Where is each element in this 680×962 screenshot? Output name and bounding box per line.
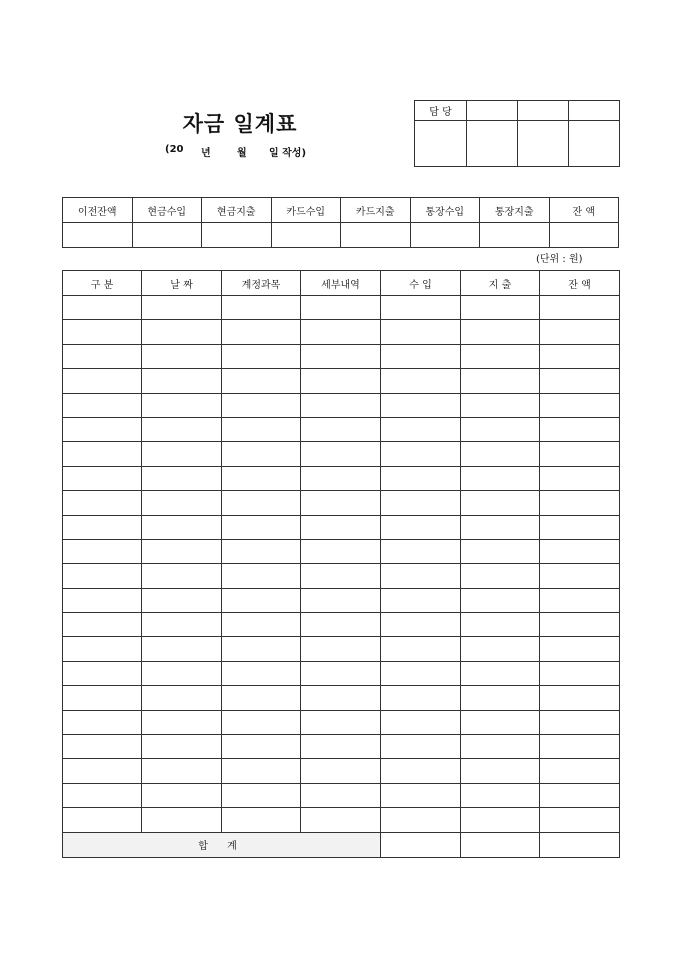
ledger-cell[interactable] (63, 539, 142, 563)
ledger-cell[interactable] (301, 515, 381, 539)
ledger-cell[interactable] (381, 344, 461, 368)
signature-cell[interactable] (569, 121, 620, 167)
summary-header: 통장수입 (410, 198, 480, 223)
ledger-cell[interactable] (381, 613, 461, 637)
ledger-cell[interactable] (540, 320, 620, 344)
summary-value-cell[interactable] (202, 223, 272, 248)
ledger-cell[interactable] (142, 637, 222, 661)
ledger-cell[interactable] (63, 442, 142, 466)
summary-header: 현금지출 (202, 198, 272, 223)
ledger-cell[interactable] (222, 442, 301, 466)
ledger-cell[interactable] (301, 564, 381, 588)
ledger-cell[interactable] (222, 637, 301, 661)
summary-header: 이전잔액 (63, 198, 133, 223)
ledger-cell[interactable] (381, 564, 461, 588)
ledger-cell[interactable] (63, 320, 142, 344)
subtitle-open: (20 (165, 144, 184, 155)
ledger-row (63, 491, 620, 515)
ledger-cell[interactable] (301, 759, 381, 783)
approval-cell (518, 101, 569, 121)
ledger-cell[interactable] (461, 393, 540, 417)
ledger-cell[interactable] (381, 539, 461, 563)
ledger-cell[interactable] (381, 637, 461, 661)
ledger-cell[interactable] (540, 466, 620, 490)
ledger-body (63, 296, 620, 833)
summary-value-cell[interactable] (549, 223, 619, 248)
ledger-cell[interactable] (381, 442, 461, 466)
summary-value-cell[interactable] (480, 223, 550, 248)
ledger-cell[interactable] (63, 417, 142, 441)
ledger-cell[interactable] (461, 637, 540, 661)
ledger-row (63, 320, 620, 344)
ledger-cell[interactable] (63, 369, 142, 393)
ledger-header: 지 출 (461, 271, 540, 296)
approval-box (414, 100, 620, 167)
ledger-cell[interactable] (381, 466, 461, 490)
ledger-cell[interactable] (222, 686, 301, 710)
ledger-cell[interactable] (142, 393, 222, 417)
ledger-cell[interactable] (222, 710, 301, 734)
ledger-cell[interactable] (301, 417, 381, 441)
ledger-cell[interactable] (222, 515, 301, 539)
ledger-cell[interactable] (540, 686, 620, 710)
ledger-header: 잔 액 (540, 271, 620, 296)
ledger-cell[interactable] (461, 491, 540, 515)
ledger-cell[interactable] (63, 344, 142, 368)
ledger-cell[interactable] (301, 320, 381, 344)
ledger-cell[interactable] (301, 369, 381, 393)
ledger-header: 계정과목 (222, 271, 301, 296)
ledger-cell[interactable] (63, 759, 142, 783)
document-title: 자금 일계표 (182, 112, 298, 136)
ledger-cell[interactable] (301, 808, 381, 832)
ledger-total-row (63, 832, 620, 857)
ledger-cell[interactable] (222, 369, 301, 393)
summary-value-cell[interactable] (410, 223, 480, 248)
ledger-cell[interactable] (461, 515, 540, 539)
summary-header: 통장지출 (480, 198, 550, 223)
ledger-cell[interactable] (222, 588, 301, 612)
ledger-cell[interactable] (540, 637, 620, 661)
ledger-cell[interactable] (142, 369, 222, 393)
total-label: 합 계 (63, 832, 381, 857)
ledger-cell[interactable] (381, 661, 461, 685)
ledger-cell[interactable] (142, 710, 222, 734)
ledger-cell[interactable] (381, 759, 461, 783)
ledger-cell[interactable] (461, 344, 540, 368)
ledger-cell[interactable] (540, 588, 620, 612)
total-expense-cell[interactable] (461, 832, 540, 857)
ledger-cell[interactable] (142, 417, 222, 441)
ledger-cell[interactable] (461, 783, 540, 807)
ledger-row (63, 417, 620, 441)
ledger-cell[interactable] (301, 491, 381, 515)
ledger-row (63, 783, 620, 807)
subtitle-month: 월 (237, 148, 247, 159)
ledger-cell[interactable] (381, 735, 461, 759)
ledger-row (63, 442, 620, 466)
subtitle-year: 년 (201, 148, 211, 159)
ledger-cell[interactable] (222, 393, 301, 417)
ledger-cell[interactable] (142, 442, 222, 466)
ledger-cell[interactable] (540, 661, 620, 685)
ledger-cell[interactable] (222, 564, 301, 588)
ledger-cell[interactable] (381, 491, 461, 515)
ledger-header: 구 분 (63, 271, 142, 296)
ledger-cell[interactable] (63, 735, 142, 759)
ledger-cell[interactable] (63, 588, 142, 612)
ledger-cell[interactable] (540, 491, 620, 515)
ledger-row (63, 369, 620, 393)
ledger-cell[interactable] (222, 491, 301, 515)
ledger-cell[interactable] (142, 515, 222, 539)
ledger-cell[interactable] (381, 783, 461, 807)
unit-label: (단위 : 원) (536, 254, 583, 265)
ledger-cell[interactable] (301, 588, 381, 612)
ledger-cell[interactable] (540, 759, 620, 783)
ledger-header-row (63, 271, 620, 296)
ledger-cell[interactable] (63, 686, 142, 710)
subtitle-day: 일 작성) (269, 148, 307, 159)
ledger-cell[interactable] (63, 661, 142, 685)
ledger-cell[interactable] (63, 515, 142, 539)
ledger-cell[interactable] (63, 637, 142, 661)
ledger-cell[interactable] (301, 661, 381, 685)
ledger-cell[interactable] (540, 393, 620, 417)
ledger-cell[interactable] (461, 442, 540, 466)
summary-value-cell[interactable] (63, 223, 133, 248)
ledger-header: 세부내역 (301, 271, 381, 296)
ledger-cell[interactable] (142, 320, 222, 344)
ledger-cell[interactable] (540, 735, 620, 759)
ledger-row (63, 588, 620, 612)
ledger-cell[interactable] (222, 661, 301, 685)
summary-header: 잔 액 (549, 198, 619, 223)
ledger-cell[interactable] (222, 808, 301, 832)
ledger-cell[interactable] (142, 735, 222, 759)
ledger-cell[interactable] (540, 613, 620, 637)
ledger-cell[interactable] (301, 783, 381, 807)
ledger-cell[interactable] (461, 466, 540, 490)
ledger-cell[interactable] (63, 393, 142, 417)
ledger-cell[interactable] (301, 613, 381, 637)
ledger-cell[interactable] (142, 613, 222, 637)
ledger-cell[interactable] (142, 686, 222, 710)
signature-cell[interactable] (518, 121, 569, 167)
ledger-cell[interactable] (461, 613, 540, 637)
ledger-cell[interactable] (63, 808, 142, 832)
ledger-row (63, 661, 620, 685)
total-income-cell[interactable] (381, 832, 461, 857)
ledger-row (63, 637, 620, 661)
summary-header: 현금수입 (132, 198, 202, 223)
ledger-cell[interactable] (63, 783, 142, 807)
ledger-cell[interactable] (222, 344, 301, 368)
ledger-cell[interactable] (63, 710, 142, 734)
ledger-cell[interactable] (222, 417, 301, 441)
ledger-cell[interactable] (301, 539, 381, 563)
ledger-cell[interactable] (381, 393, 461, 417)
ledger-cell[interactable] (222, 539, 301, 563)
signature-cell[interactable] (467, 121, 518, 167)
ledger-cell[interactable] (222, 613, 301, 637)
ledger-cell[interactable] (461, 686, 540, 710)
ledger-cell[interactable] (301, 393, 381, 417)
summary-value-cell[interactable] (271, 223, 341, 248)
ledger-cell[interactable] (381, 417, 461, 441)
ledger-cell[interactable] (222, 296, 301, 320)
ledger-cell[interactable] (142, 588, 222, 612)
ledger-cell[interactable] (461, 735, 540, 759)
ledger-cell[interactable] (222, 759, 301, 783)
ledger-cell[interactable] (63, 466, 142, 490)
ledger-cell[interactable] (142, 783, 222, 807)
ledger-row (63, 466, 620, 490)
ledger-cell[interactable] (381, 588, 461, 612)
ledger-cell[interactable] (461, 539, 540, 563)
ledger-cell[interactable] (540, 808, 620, 832)
ledger-cell[interactable] (222, 783, 301, 807)
total-balance-cell[interactable] (540, 832, 620, 857)
ledger-row (63, 735, 620, 759)
ledger-row (63, 808, 620, 832)
ledger-cell[interactable] (381, 808, 461, 832)
ledger-cell[interactable] (301, 296, 381, 320)
ledger-cell[interactable] (461, 759, 540, 783)
ledger-cell[interactable] (461, 661, 540, 685)
ledger-header: 수 입 (381, 271, 461, 296)
ledger-row (63, 564, 620, 588)
ledger-cell[interactable] (301, 442, 381, 466)
ledger-cell[interactable] (63, 296, 142, 320)
ledger-cell[interactable] (381, 296, 461, 320)
ledger-cell[interactable] (461, 369, 540, 393)
ledger-cell[interactable] (301, 344, 381, 368)
summary-header: 카드지출 (341, 198, 411, 223)
ledger-cell[interactable] (461, 588, 540, 612)
ledger-cell[interactable] (142, 344, 222, 368)
ledger-cell[interactable] (381, 710, 461, 734)
ledger-cell[interactable] (381, 369, 461, 393)
ledger-cell[interactable] (63, 491, 142, 515)
ledger-cell[interactable] (540, 515, 620, 539)
ledger-cell[interactable] (142, 491, 222, 515)
ledger-cell[interactable] (461, 710, 540, 734)
ledger-cell[interactable] (222, 320, 301, 344)
ledger-cell[interactable] (540, 417, 620, 441)
summary-header: 카드수입 (271, 198, 341, 223)
summary-value-cell[interactable] (341, 223, 411, 248)
ledger-cell[interactable] (301, 637, 381, 661)
ledger-cell[interactable] (142, 539, 222, 563)
ledger-cell[interactable] (142, 759, 222, 783)
ledger-cell[interactable] (540, 369, 620, 393)
ledger-cell[interactable] (540, 783, 620, 807)
ledger-row (63, 393, 620, 417)
approval-label: 담 당 (415, 101, 467, 121)
ledger-cell[interactable] (301, 466, 381, 490)
ledger-cell[interactable] (381, 515, 461, 539)
ledger-row (63, 759, 620, 783)
ledger-cell[interactable] (63, 564, 142, 588)
ledger-row (63, 515, 620, 539)
ledger-cell[interactable] (142, 564, 222, 588)
ledger-row (63, 613, 620, 637)
ledger-cell[interactable] (540, 296, 620, 320)
ledger-cell[interactable] (301, 686, 381, 710)
ledger-table (62, 270, 620, 858)
ledger-cell[interactable] (381, 320, 461, 344)
ledger-cell[interactable] (540, 344, 620, 368)
ledger-row (63, 539, 620, 563)
ledger-cell[interactable] (461, 417, 540, 441)
ledger-cell[interactable] (63, 613, 142, 637)
ledger-cell[interactable] (142, 466, 222, 490)
ledger-cell[interactable] (301, 710, 381, 734)
ledger-cell[interactable] (222, 466, 301, 490)
summary-value-cell[interactable] (132, 223, 202, 248)
signature-cell[interactable] (415, 121, 467, 167)
ledger-row (63, 710, 620, 734)
ledger-cell[interactable] (540, 564, 620, 588)
ledger-header: 날 짜 (142, 271, 222, 296)
approval-cell (467, 101, 518, 121)
ledger-cell[interactable] (461, 296, 540, 320)
ledger-cell[interactable] (142, 808, 222, 832)
ledger-cell[interactable] (540, 539, 620, 563)
ledger-cell[interactable] (540, 442, 620, 466)
approval-cell (569, 101, 620, 121)
ledger-cell[interactable] (222, 735, 301, 759)
ledger-cell[interactable] (461, 808, 540, 832)
ledger-cell[interactable] (461, 564, 540, 588)
ledger-cell[interactable] (461, 320, 540, 344)
ledger-row (63, 344, 620, 368)
ledger-cell[interactable] (381, 686, 461, 710)
summary-table (62, 197, 619, 248)
ledger-row (63, 686, 620, 710)
ledger-cell[interactable] (142, 661, 222, 685)
ledger-row (63, 296, 620, 320)
ledger-cell[interactable] (540, 710, 620, 734)
ledger-cell[interactable] (301, 735, 381, 759)
ledger-cell[interactable] (142, 296, 222, 320)
